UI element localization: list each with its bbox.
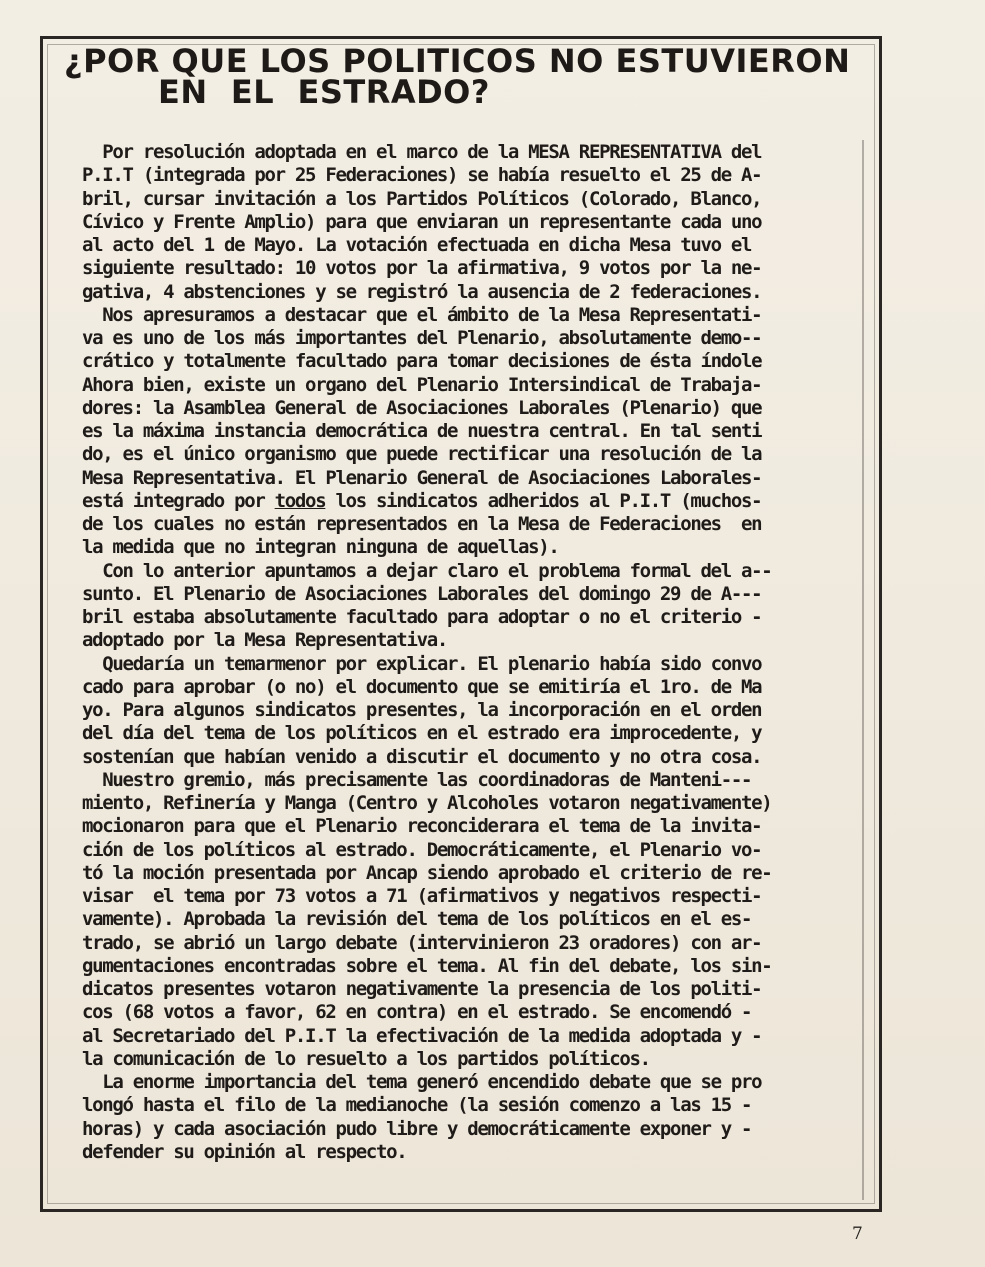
- page-number: 7: [852, 1224, 863, 1244]
- body-line: mocionaron para que el Plenario reconciderara el tema de la invita-: [82, 815, 762, 838]
- body-line: la comunicación de lo resuelto a los partidos políticos.: [82, 1047, 650, 1070]
- body-line: P.I.T (integrada por 25 Federaciones) se había resuelto el 25 de A-: [82, 164, 762, 187]
- body-line: sostenían que habían venido a discutir el documento y no otra cosa.: [82, 745, 762, 768]
- body-line: adoptado por la Mesa Representativa.: [82, 629, 448, 652]
- title-line-1: ¿POR QUE LOS POLITICOS NO ESTUVIERON: [64, 42, 851, 80]
- body-line: de los cuales no están representados en la Mesa de Federaciones en: [82, 513, 762, 535]
- body-line: Con lo anterior apuntamos a dejar claro el problema formal del a--: [82, 559, 772, 582]
- body-line: siguiente resultado: 10 votos por la afirmativa, 9 votos por la ne-: [82, 257, 762, 280]
- body-line: miento, Refinería y Manga (Centro y Alcoholes votaron negativamente): [82, 792, 772, 814]
- body-line: dicatos presentes votaron negativamente la presencia de los politi-: [82, 978, 762, 1000]
- body-line: vamente). Aprobada la revisión del tema de los políticos en el es-: [82, 908, 752, 931]
- body-line: del día del tema de los políticos en el estrado era improcedente, y: [82, 722, 762, 745]
- body-line: Nos apresuramos a destacar que el ámbito de la Mesa Representati-: [82, 303, 762, 326]
- body-line: Por resolución adoptada en el marco de la MESA REPRESENTATIVA del: [82, 141, 762, 163]
- body-line: yo. Para algunos sindicatos presentes, la incorporación en el orden: [82, 699, 762, 721]
- body-line: Quedaría un temarmenor por explicar. El plenario había sido convo: [82, 652, 762, 675]
- body-line: sunto. El Plenario de Asociaciones Laborales del domingo 29 de A---: [82, 582, 762, 605]
- article-title: [64, 42, 854, 111]
- body-line: do, es el único organismo que puede rectificar una resolución de la: [82, 443, 762, 466]
- body-line: bril, cursar invitación a los Partidos Políticos (Colorado, Blanco,: [82, 187, 762, 210]
- article-body: [82, 141, 862, 1164]
- body-line: al acto del 1 de Mayo. La votación efectuada en dicha Mesa tuvo el: [82, 234, 752, 256]
- title-line-2: EN EL ESTRADO?: [158, 73, 490, 111]
- body-line: Ahora bien, existe un organo del Plenario Intersindical de Trabaja-: [82, 373, 762, 396]
- right-margin-rule: [862, 140, 864, 1200]
- body-line: defender su opinión al respecto.: [82, 1140, 407, 1163]
- body-line: Mesa Representativa. El Plenario General de Asociaciones Laborales-: [82, 466, 762, 489]
- body-line: trado, se abrió un largo debate (intervinieron 23 oradores) con ar-: [82, 931, 762, 954]
- body-line: tó la moción presentada por Ancap siendo aprobado el criterio de re-: [82, 861, 772, 884]
- body-line: cado para aprobar (o no) el documento que se emitiría el 1ro. de Ma: [82, 675, 762, 698]
- body-line: al Secretariado del P.I.T la efectivación de la medida adoptada y -: [82, 1024, 762, 1047]
- body-line: crático y totalmente facultado para tomar decisiones de ésta índole: [82, 350, 762, 373]
- body-line: gativa, 4 abstenciones y se registró la ausencia de 2 federaciones.: [82, 280, 762, 303]
- body-line: la medida que no integran ninguna de aquellas).: [82, 536, 559, 559]
- body-line: Nuestro gremio, más precisamente las coordinadoras de Manteni---: [82, 768, 752, 791]
- underlined-word: todos: [274, 489, 326, 512]
- body-line: ción de los políticos al estrado. Democráticamente, el Plenario vo-: [82, 838, 762, 861]
- body-line: está integrado por todos los sindicatos adheridos al P.I.T (muchos-: [82, 489, 762, 512]
- body-line: La enorme importancia del tema generó encendido debate que se pro: [82, 1071, 762, 1093]
- body-line: Cívico y Frente Amplio) para que enviaran un representante cada uno: [82, 210, 762, 233]
- body-line: visar el tema por 73 votos a 71 (afirmativos y negativos respecti-: [82, 885, 762, 907]
- body-line: es la máxima instancia democrática de nuestra central. En tal senti: [82, 420, 762, 442]
- body-line: dores: la Asamblea General de Asociaciones Laborales (Plenario) que: [82, 396, 762, 419]
- body-line: va es uno de los más importantes del Plenario, absolutamente demo--: [82, 327, 762, 349]
- body-line: bril estaba absolutamente facultado para adoptar o no el criterio -: [82, 606, 762, 628]
- body-line: gumentaciones encontradas sobre el tema. Al fin del debate, los sin-: [82, 954, 772, 977]
- body-line: longó hasta el filo de la medianoche (la sesión comenzo a las 15 -: [82, 1094, 752, 1117]
- body-line: cos (68 votos a favor, 62 en contra) en el estrado. Se encomendó -: [82, 1001, 752, 1024]
- body-line: horas) y cada asociación pudo libre y democráticamente exponer y -: [82, 1117, 752, 1140]
